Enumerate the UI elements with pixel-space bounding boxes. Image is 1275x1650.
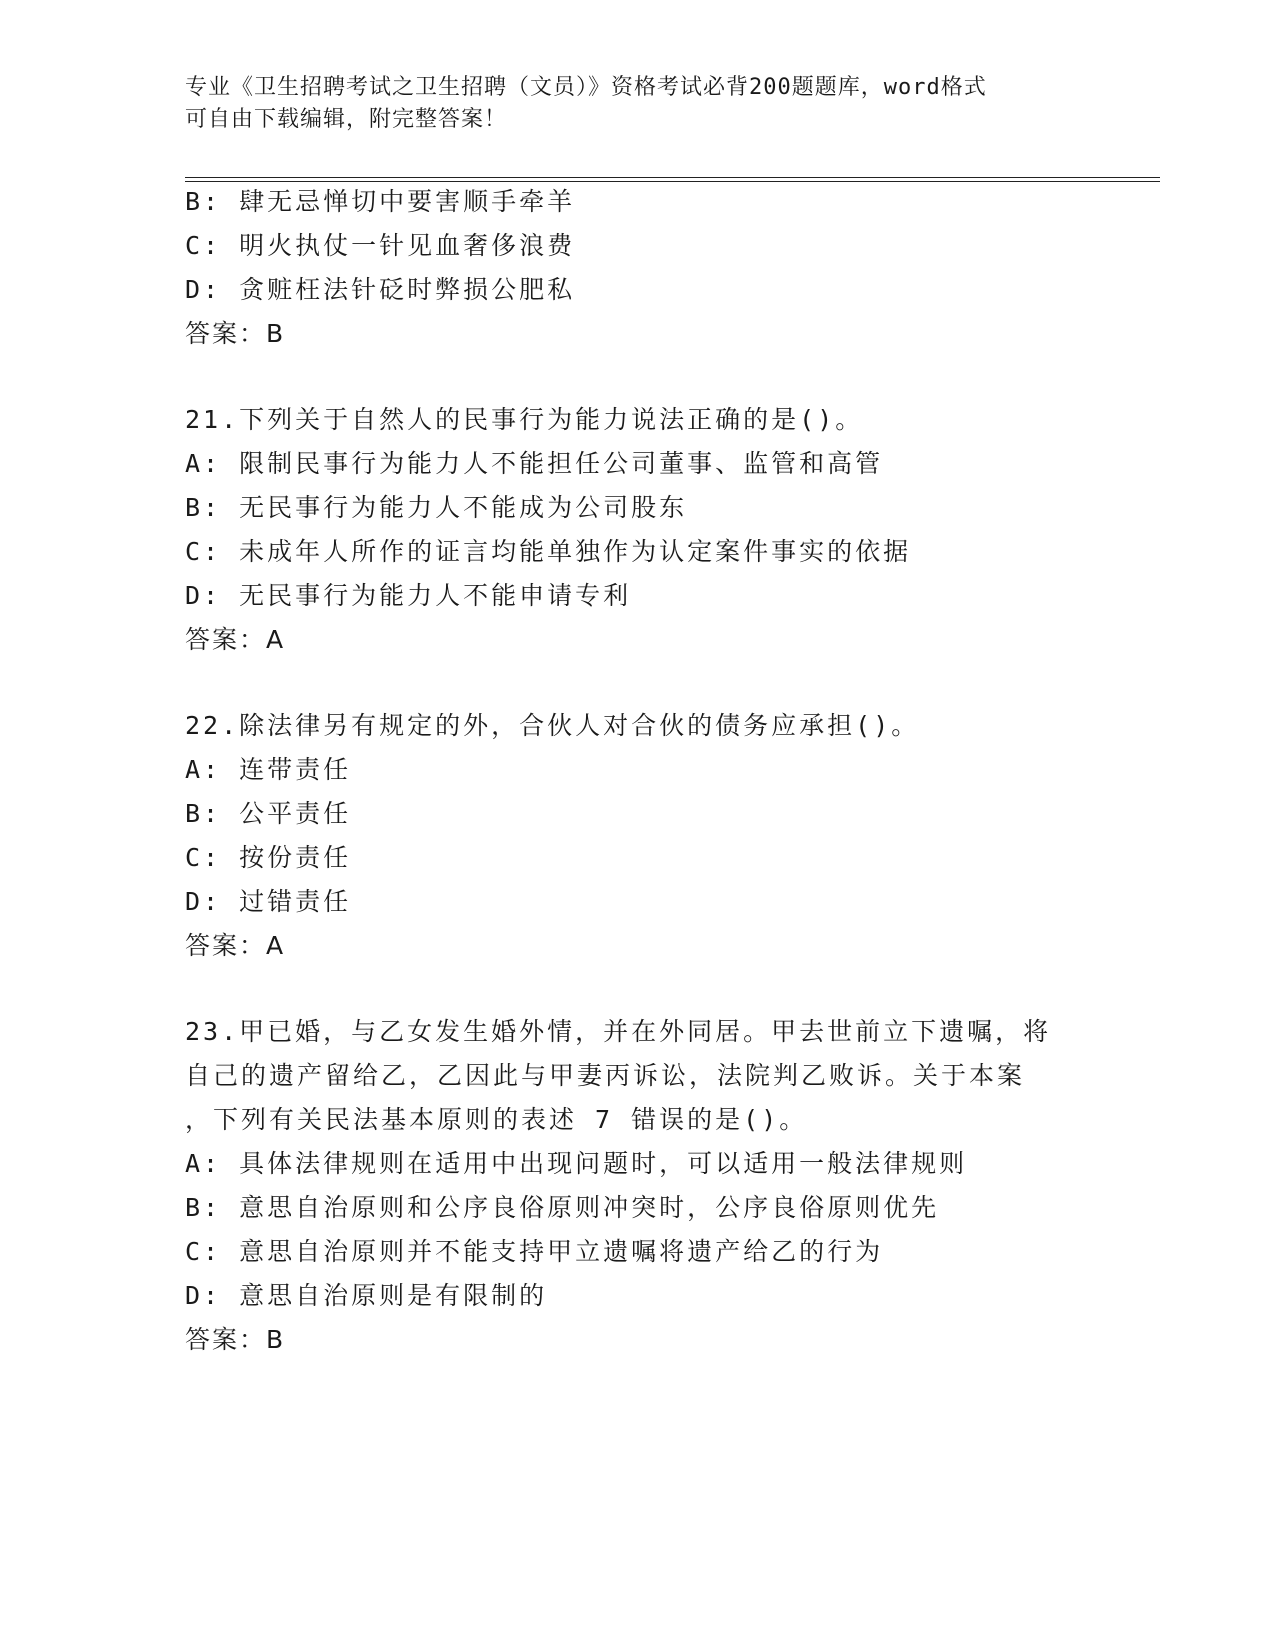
prev-option-c: C: 明火执仗一针见血奢侈浪费	[185, 231, 576, 260]
prev-option-b: B: 肆无忌惮切中要害顺手牵羊	[185, 187, 576, 216]
q22-answer: 答案：A	[185, 931, 286, 960]
q22-option-a: A: 连带责任	[185, 755, 352, 784]
q23-stem-line-1: 23.甲已婚，与乙女发生婚外情，并在外同居。甲去世前立下遗嘱，将	[185, 1017, 1052, 1046]
q21-option-d: D: 无民事行为能力人不能申请专利	[185, 581, 632, 610]
q21-stem: 21.下列关于自然人的民事行为能力说法正确的是()。	[185, 405, 864, 434]
q23-option-d: D: 意思自治原则是有限制的	[185, 1281, 548, 1310]
header-line-1: 专业《卫生招聘考试之卫生招聘（文员）》资格考试必背200题题库，word格式	[185, 75, 987, 100]
document-header	[185, 72, 1085, 136]
q22-option-d: D: 过错责任	[185, 887, 352, 916]
q23-option-b: B: 意思自治原则和公序良俗原则冲突时，公序良俗原则优先	[185, 1193, 940, 1222]
prev-option-d: D: 贪赃枉法针砭时弊损公肥私	[185, 275, 576, 304]
q23-option-a: A: 具体法律规则在适用中出现问题时，可以适用一般法律规则	[185, 1149, 968, 1178]
header-line-2: 可自由下载编辑，附完整答案！	[185, 107, 508, 132]
q23-stem-line-2: 自己的遗产留给乙，乙因此与甲妻丙诉讼，法院判乙败诉。关于本案	[185, 1061, 1026, 1090]
q21-option-a: A: 限制民事行为能力人不能担任公司董事、监管和高管	[185, 449, 884, 478]
q21-option-c: C: 未成年人所作的证言均能单独作为认定案件事实的依据	[185, 537, 912, 566]
q23-stem-line-3: ，下列有关民法基本原则的表述 7 错误的是()。	[185, 1105, 808, 1134]
q22-stem: 22.除法律另有规定的外，合伙人对合伙的债务应承担()。	[185, 711, 920, 740]
q23-answer: 答案：B	[185, 1325, 286, 1354]
header-divider-bottom	[185, 181, 1160, 182]
header-divider-top	[185, 177, 1160, 178]
q23-option-c: C: 意思自治原则并不能支持甲立遗嘱将遗产给乙的行为	[185, 1237, 884, 1266]
q22-option-b: B: 公平责任	[185, 799, 352, 828]
prev-answer: 答案：B	[185, 319, 286, 348]
q22-option-c: C: 按份责任	[185, 843, 352, 872]
q21-option-b: B: 无民事行为能力人不能成为公司股东	[185, 493, 688, 522]
q21-answer: 答案：A	[185, 625, 286, 654]
